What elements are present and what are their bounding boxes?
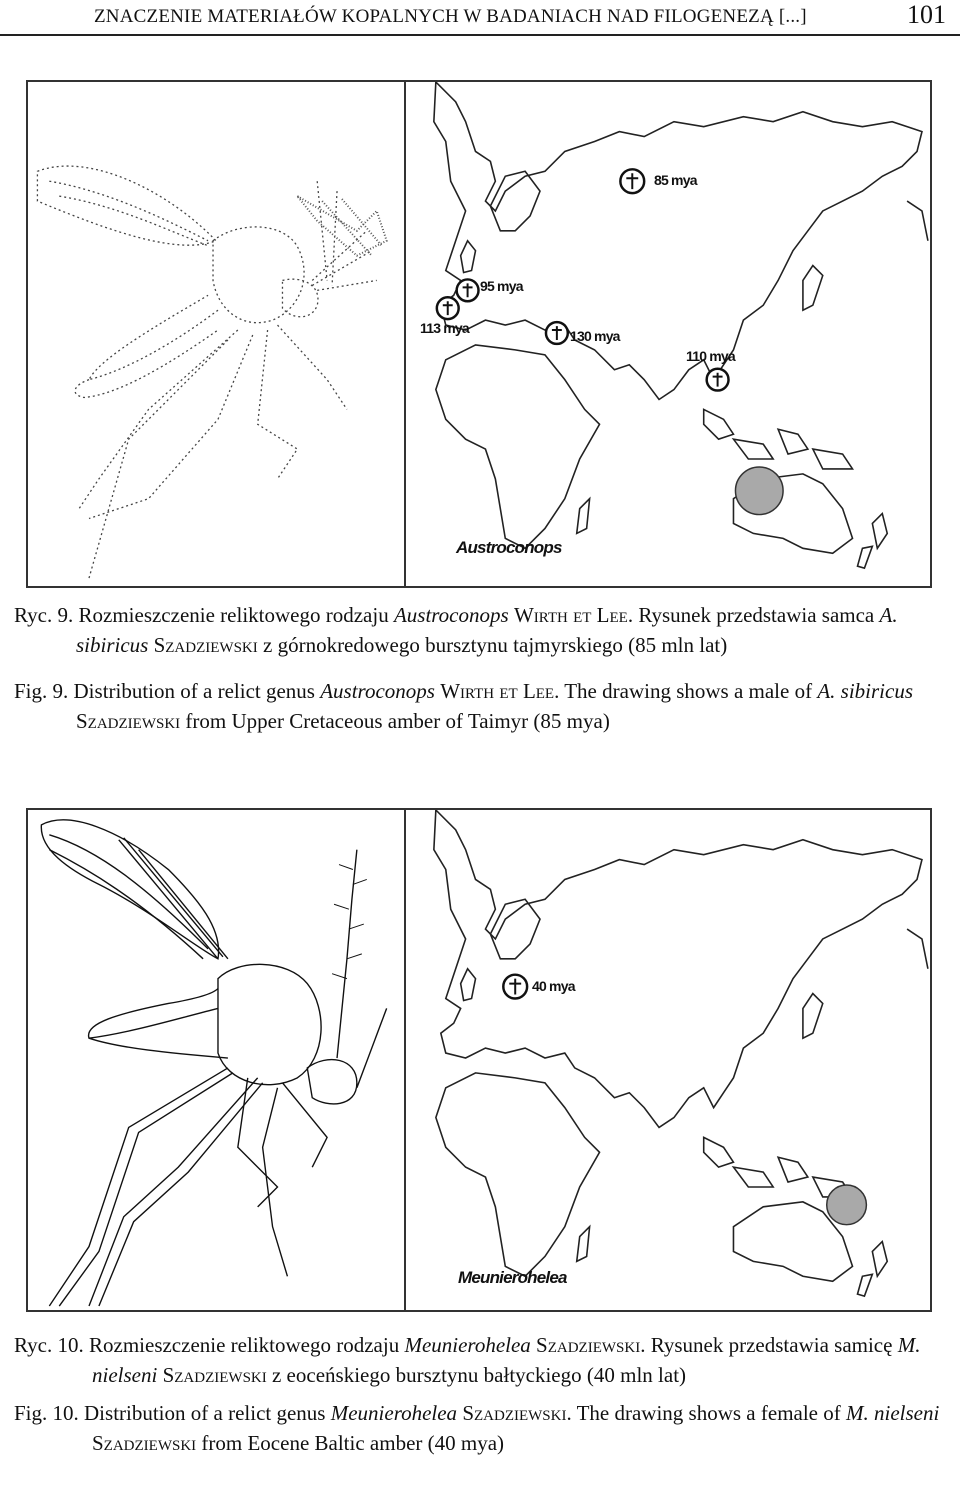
world-map: [404, 82, 930, 586]
genus-name: Meunierohelea: [404, 1333, 531, 1357]
figure-9: [26, 80, 932, 588]
figure-10: [26, 808, 932, 1312]
distribution-map-austroconops: [404, 82, 930, 586]
species-name: A. sibiricus: [76, 603, 898, 657]
male-austroconops-drawing: [28, 82, 404, 586]
marker-label: 130 mya: [570, 328, 620, 344]
author-name: Szadziewski: [92, 1431, 197, 1455]
insect-drawing-austroconops: [28, 82, 406, 586]
genus-name: Austroconops: [320, 679, 435, 703]
world-map: [404, 810, 930, 1310]
page-number: 101: [907, 0, 946, 29]
author-name: Szadziewski: [462, 1401, 567, 1425]
author-name: Szadziewski: [536, 1333, 641, 1357]
figure-9-caption-en: Fig. 9. Distribution of a relict genus Austroconops Wirth et Lee. The drawing shows a male of A. sibiricus Szadziewski from Upper Cretaceous amber of Taimyr (85 mya): [14, 679, 913, 733]
range-australia: [827, 1185, 867, 1225]
author-name: Szadziewski: [162, 1363, 267, 1387]
figure-10-caption-en: Fig. 10. Distribution of a relict genus Meunierohelea Szadziewski. The drawing shows a female of M. nielseni Szadziewski from Eocene Baltic amber (40 mya): [14, 1401, 940, 1455]
genus-name: Meunierohelea: [330, 1401, 458, 1425]
marker-label: 85 mya: [654, 172, 697, 188]
species-name: M. nielseni: [92, 1333, 921, 1387]
caption-label: Fig. 9.: [14, 679, 69, 703]
caption-label: Fig. 10.: [14, 1401, 79, 1425]
genus-map-label: Meunierohelea: [458, 1268, 567, 1287]
caption-label: Ryc. 10.: [14, 1333, 84, 1357]
author-name: Wirth et Lee: [513, 603, 628, 627]
figure-9-caption-pl: Ryc. 9. Rozmieszczenie reliktowego rodzaju Austroconops Wirth et Lee. Rysunek przedstawia samca A. sibiricus Szadziewski z górnokredowego bursztynu tajmyrskiego (85 mln lat): [14, 603, 898, 657]
caption-label: Ryc. 9.: [14, 603, 74, 627]
marker-label: 110 mya: [686, 348, 735, 364]
species-name: M. nielseni: [846, 1401, 940, 1425]
figure-10-caption-pl: Ryc. 10. Rozmieszczenie reliktowego rodzaju Meunierohelea Szadziewski. Rysunek przedstawia samicę M. nielseni Szadziewski z eoceńskiego bursztynu bałtyckiego (40 mln lat): [14, 1333, 921, 1387]
marker-label: 40 mya: [532, 978, 575, 994]
author-name: Szadziewski: [76, 709, 181, 733]
marker-label: 95 mya: [480, 278, 523, 294]
running-title: ZNACZENIE MATERIAŁÓW KOPALNYCH W BADANIACH NAD FILOGENEZĄ [...]: [94, 6, 807, 27]
genus-name: Austroconops: [393, 603, 509, 627]
author-name: Szadziewski: [153, 633, 258, 657]
distribution-map-meunierohelea: [404, 810, 930, 1310]
author-name: Wirth et Lee: [440, 679, 555, 703]
range-australia: [735, 467, 783, 515]
marker-label: 113 mya: [420, 320, 469, 336]
insect-drawing-meunierohelea: [28, 810, 406, 1310]
species-name: A. sibiricus: [817, 679, 913, 703]
genus-map-label: Austroconops: [456, 538, 562, 557]
page-header: [0, 0, 960, 36]
female-meunierohelea-drawing: [28, 810, 404, 1310]
